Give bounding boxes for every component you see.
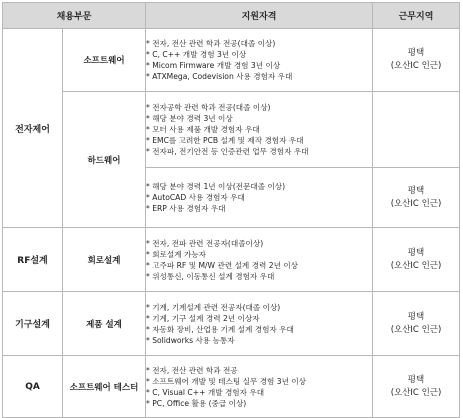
qualification-item: * 모터 사용 제품 개발 경험자 우대	[146, 124, 372, 135]
qualification-item: * 전자, 전산 관련 학과 전공(대졸 이상)	[146, 38, 372, 49]
qualification-list	[146, 365, 372, 409]
job-cell: 하드웨어	[63, 92, 146, 228]
qualification-item: * 고주파 RF 및 M/W 관련 설계 경력 2년 이상	[146, 260, 372, 271]
location-detail: (오산IC 인근)	[390, 61, 442, 71]
qualification-item: * ERP 사용 경험자 우대	[146, 203, 372, 214]
qualification-item: * EMC를 고려한 PCB 설계 및 제작 경험자 우대	[146, 135, 372, 146]
qualification-item: * C, Visual C++ 개발 경험자 우대	[146, 387, 372, 398]
header-row	[3, 3, 460, 29]
header-location: 근무지역	[373, 3, 460, 29]
location-cell	[373, 356, 460, 418]
location-city: 평택	[407, 48, 425, 58]
qualification-item: * 해당 분야 경력 3년 이상	[146, 113, 372, 124]
qualification-item: * 전자공학 관련 학과 전공(대졸 이상)	[146, 102, 372, 113]
location-city: 평택	[407, 185, 425, 196]
quals-cell	[146, 356, 373, 418]
location-city: 평택	[407, 311, 425, 322]
location-cell	[373, 29, 460, 92]
dept-cell: RF설계	[3, 228, 63, 292]
qualification-item: * 해당 분야 경력 1년 이상(전문대졸 이상)	[146, 181, 372, 192]
table-row	[3, 29, 460, 92]
job-cell: 회로설계	[63, 228, 146, 292]
quals-cell	[146, 168, 373, 228]
header-quals: 지원자격	[146, 3, 373, 29]
location-detail: (오산IC 인근)	[390, 260, 442, 271]
qualification-item: * 회로설계 가능자	[146, 249, 372, 260]
table-row	[3, 356, 460, 418]
dept-cell: 전자제어	[3, 29, 63, 228]
table-row	[3, 92, 460, 168]
qualification-list	[146, 38, 372, 82]
qualification-list	[146, 102, 372, 157]
qualification-item: * 전자, 전산 관련 학과 전공	[146, 365, 372, 376]
qualification-item: * PC, Office 활용 (중급 이상)	[146, 398, 372, 409]
location-cell	[373, 228, 460, 292]
location-detail: (오산IC 인근)	[390, 198, 442, 209]
qualification-item: * Micom Firmware 개발 경험 3년 이상	[146, 60, 372, 71]
job-cell: 소프트웨어	[63, 29, 146, 92]
qualification-list	[146, 181, 372, 214]
job-cell: 제품 설계	[63, 292, 146, 356]
qualification-item: * Solidworks 사용 능통자	[146, 335, 372, 346]
qualification-item: * 위성통신, 이동통신 설계 경험자 우대	[146, 271, 372, 282]
table-row	[3, 228, 460, 292]
location-detail: (오산IC 인근)	[390, 387, 442, 398]
dept-cell: QA	[3, 356, 63, 418]
qualification-item: * 자동화 장비, 산업용 기계 설계 경험자 우대	[146, 324, 372, 335]
qualification-list	[146, 302, 372, 346]
location-cell	[373, 292, 460, 356]
quals-cell	[146, 228, 373, 292]
recruitment-table	[2, 2, 460, 418]
qualification-item: * 기계, 기구 설계 경력 2년 이상자	[146, 313, 372, 324]
location-city: 평택	[407, 374, 425, 385]
table-row	[3, 292, 460, 356]
dept-cell: 기구설계	[3, 292, 63, 356]
qualification-item: * ATXMega, Codevision 사용 경험자 우대	[146, 71, 372, 82]
location-cell	[373, 92, 460, 168]
location-city: 평택	[407, 247, 425, 258]
qualification-item: * 소프트웨어 개발 및 테스팅 실무 경험 3년 이상	[146, 376, 372, 387]
quals-cell	[146, 92, 373, 168]
qualification-item: * 전자파, 전기안전 등 인증관련 업무 경험자 우대	[146, 146, 372, 157]
qualification-item: * C, C++ 개발 경험 3년 이상	[146, 49, 372, 60]
qualification-list	[146, 238, 372, 282]
quals-cell	[146, 29, 373, 92]
qualification-item: * 전자, 전파 관련 전공자(대졸이상)	[146, 238, 372, 249]
quals-cell	[146, 292, 373, 356]
job-cell: 소프트웨어 테스터	[63, 356, 146, 418]
qualification-item: * AutoCAD 사용 경험자 우대	[146, 192, 372, 203]
location-detail: (오산IC 인근)	[390, 324, 442, 335]
header-dept: 채용부문	[3, 3, 146, 29]
qualification-item: * 기계, 기계설계 관련 전공자(대졸 이상)	[146, 302, 372, 313]
location-cell	[373, 168, 460, 228]
